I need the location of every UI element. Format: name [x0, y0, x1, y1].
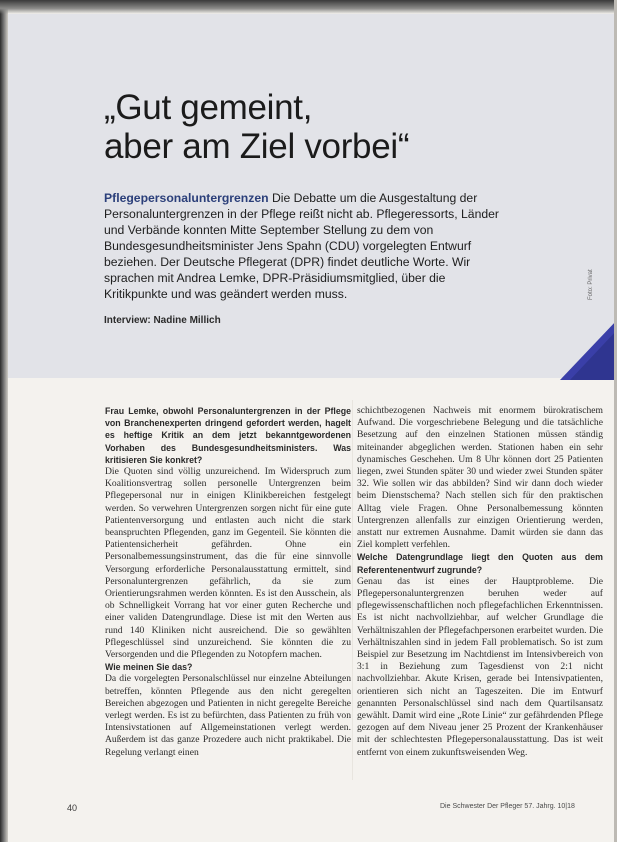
interview-answer: Die Quoten sind völlig unzureichend. Im Widerspruch zum Koalitionsvertrag sollen personelle Untergrenzen beim Pflegepersonal nur in einigen Klinikbereichen festgelegt werden. So verwehren Untergrenzen sorgen nicht für eine gute Patientenversorgung und entlasten auch nicht die stark beanspruchten Pflegenden, ganz im Gegenteil. Sie könnten die Patientensicherheit gefährden. Ohne ein Personalbemessungsinstrument, das die für eine sinnvolle Versorgung erforderliche Personalausstattung ermittelt, sind Personaluntergrenzen gefährlich, da sie zum Orientierungsrahmen werden könnten. Es ist den Ausschein, als ob Schnelligkeit Vorrang hat vor einer guten Recherche und einer validen Datengrundlage. Diese ist mit den Werten aus rund 140 Kliniken nicht ausreichend. Die so gewählten Pflegeschlüssel sind unzureichend. Sie könnten die zu Versorgenden und die Pflegenden zu Notopfern machen.	[105, 466, 351, 661]
page-number: 40	[67, 803, 78, 813]
headline-line-2: aber am Ziel vorbei“	[104, 127, 410, 166]
interview-question: Wie meinen Sie das?	[105, 662, 193, 673]
binding-shadow	[0, 0, 8, 842]
text-column-1	[105, 405, 351, 759]
intro-lead: Pflegepersonaluntergrenzen	[104, 191, 269, 205]
photo-credit: Foto: Privat	[588, 269, 594, 300]
interview-answer: Da die vorgelegten Personalschlüssel nur einzelne Abteilungen betreffen, könnten Pflegende aus den nicht geregelten Bereichen abgezogen und Patienten in nicht geregelte Bereiche verlegt werden. Es ist zu befürchten, dass Patienten zu früh von Intensivstationen auf Allgemeinstationen verlegt werden. Außerdem ist das ganze Prozedere auch nicht praktikabel. Die Regelung verlangt einen	[105, 673, 351, 758]
interview-answer: Genau das ist eines der Hauptprobleme. Die Pflegepersonaluntergrenzen beruhen weder auf pflegewissenschaftlichen noch pflegefachlichen Erkenntnissen. Es ist nicht nachvollziehbar, auf welcher Grundlage die Verhältniszahlen der Pflegefachpersonen erarbeitet wurden. Die Verhältniszahlen sind in jedem Fall problematisch. So ist zum Beispiel zur Besetzung im Nachtdienst im Intensivbereich von 3:1 in Beziehung zum Tagesdienst von 2:1 nicht nachvollziehbar. Akute Krisen, gerade bei Intensivpatienten, orientieren sich nicht an Tageszeiten. Die im Entwurf genannten Personalschlüssel sind nach dem Quartilsansatz gewählt. Damit wird eine „Rote Linie“ zur gefährdenden Pflege gezogen auf dem Niveau jener 25 Prozent der Krankenhäuser mit der schlechtesten Pflegepersonalausstattung. Das ist weit entfernt von einem zukunftsweisenden Weg.	[357, 575, 603, 758]
journal-footer: Die Schwester Der Pfleger 57. Jahrg. 10|18	[440, 803, 575, 810]
interview-question: Frau Lemke, obwohl Personaluntergrenzen in der Pflege von Branchenexperten dringend gefordert werden, hagelt es heftige Kritik an dem jetzt bekanntgewordenen Vorhaben des Bundesgesundheitsministers. Was kritisieren Sie konkret?	[105, 406, 351, 465]
scan-top-shadow	[0, 0, 617, 14]
byline: Interview: Nadine Millich	[104, 315, 221, 326]
corner-accent-graphic	[560, 320, 617, 380]
text-column-2	[357, 405, 603, 759]
article-intro	[104, 190, 499, 302]
column-gutter	[352, 400, 353, 780]
intro-text: Die Debatte um die Ausgestaltung der Personaluntergrenzen in der Pflege reißt nicht ab. Pflegeressorts, Länder und Verbände konnten Mitte September Stellung zu dem von Bundesgesundheitsminister Jens Spahn (CDU) vorgelegten Entwurf beziehen. Der Deutsche Pflegerat (DPR) findet deutliche Worte. Wir sprachen mit Andrea Lemke, DPR-Präsidiumsmitglied, über die Kritikpunkte und was geändert werden muss.	[104, 191, 499, 301]
headline-line-1: „Gut gemeint,	[104, 88, 313, 127]
interview-question: Welche Datengrundlage liegt den Quoten aus dem Referentenentwurf zugrunde?	[357, 552, 603, 575]
article-headline	[104, 88, 524, 166]
interview-answer: schichtbezogenen Nachweis mit enormem bürokratischem Aufwand. Die vorgeschriebene Belegung und die tatsächliche Besetzung auf den einzelnen Stationen müssen ständig miteinander abgeglichen werden. Stationen haben ein sehr dynamisches Geschehen. Um 8 Uhr können dort 25 Patienten liegen, zwei Stunden später 30 und wieder zwei Stunden später 32. Wie sollen wir das abbilden? Sind wir dann doch wieder beim Dienstschema? Nach stellen sich für den praktischen Alltag viele Fragen. Ohne Personalbemessung könnten Untergrenzen allenfalls zur einzigen Orientierung werden, anstatt nur extremen Ausnahme. Damit würden sie dann das Ziel komplett verfehlen.	[357, 405, 603, 551]
